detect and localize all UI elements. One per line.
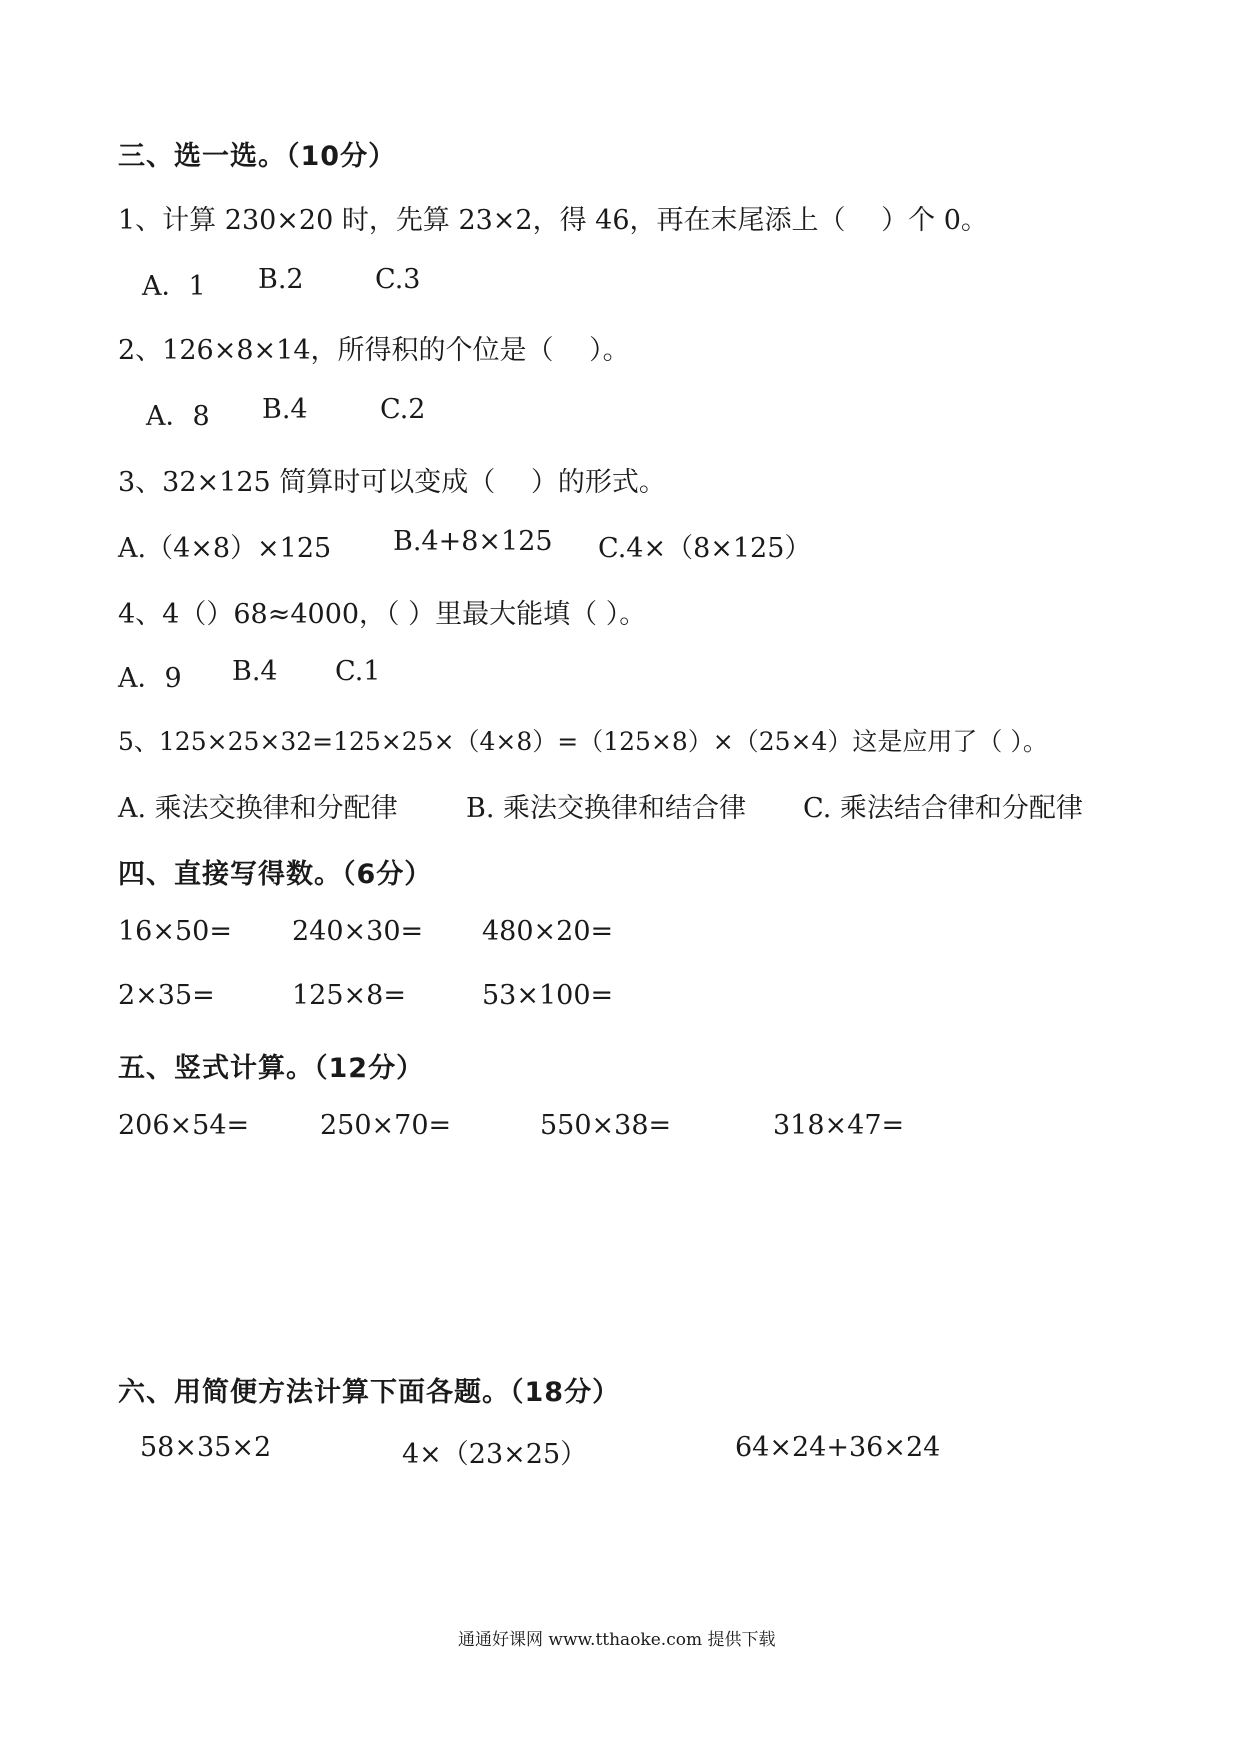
simplify-calc-item: 4×（23×25）: [402, 1439, 588, 1470]
question-5-option-c: C. 乘法结合律和分配律: [803, 793, 1083, 824]
mental-calc-item: 53×100=: [482, 980, 614, 1011]
simplify-calc-item: 64×24+36×24: [735, 1432, 941, 1463]
question-2-stem: 2、126×8×14，所得积的个位是（ ）。: [118, 335, 630, 366]
section-3-heading: 三、选一选。（10分）: [118, 141, 397, 172]
question-4-option-b: B.4: [232, 656, 278, 687]
mental-calc-item: 480×20=: [482, 916, 614, 947]
question-2-option-c: C.2: [380, 394, 426, 425]
vertical-calc-item: 318×47=: [773, 1110, 905, 1141]
footer-download-note: 通通好课网 www.tthaoke.com 提供下载: [458, 1630, 776, 1650]
question-1-option-c: C.3: [375, 264, 421, 295]
vertical-calc-item: 250×70=: [320, 1110, 452, 1141]
simplify-calc-item: 58×35×2: [140, 1432, 272, 1463]
question-2-option-a: A．8: [146, 401, 210, 432]
question-2-option-b: B.4: [262, 394, 308, 425]
question-4-option-a: A．9: [118, 663, 182, 694]
question-3-option-c: C.4×（8×125）: [598, 533, 812, 564]
question-5-stem: 5、125×25×32=125×25×（4×8）=（125×8）×（25×4）这是应用了（ ）。: [118, 727, 1048, 756]
question-1-stem: 1、计算 230×20 时，先算 23×2，得 46，再在末尾添上（ ）个 0。: [118, 205, 988, 236]
vertical-calc-item: 206×54=: [118, 1110, 250, 1141]
question-5-option-b: B. 乘法交换律和结合律: [466, 793, 747, 824]
question-4-stem: 4、4（）68≈4000，（ ）里最大能填（ ）。: [118, 599, 647, 630]
question-1-option-a: A．1: [142, 271, 206, 302]
question-3-option-a: A.（4×8）×125: [118, 533, 332, 564]
mental-calc-item: 240×30=: [292, 916, 424, 947]
vertical-calc-item: 550×38=: [540, 1110, 672, 1141]
mental-calc-item: 2×35=: [118, 980, 215, 1011]
question-4-option-c: C.1: [335, 656, 381, 687]
section-4-heading: 四、直接写得数。（6分）: [118, 859, 433, 890]
question-5-option-a: A. 乘法交换律和分配律: [118, 793, 398, 824]
question-1-option-b: B.2: [258, 264, 304, 295]
section-6-heading: 六、用简便方法计算下面各题。（18分）: [118, 1377, 621, 1408]
mental-calc-item: 16×50=: [118, 916, 232, 947]
question-3-option-b: B.4+8×125: [393, 526, 553, 557]
question-3-stem: 3、32×125 简算时可以变成（ ）的形式。: [118, 467, 666, 498]
section-5-heading: 五、竖式计算。（12分）: [118, 1053, 425, 1084]
mental-calc-item: 125×8=: [292, 980, 406, 1011]
